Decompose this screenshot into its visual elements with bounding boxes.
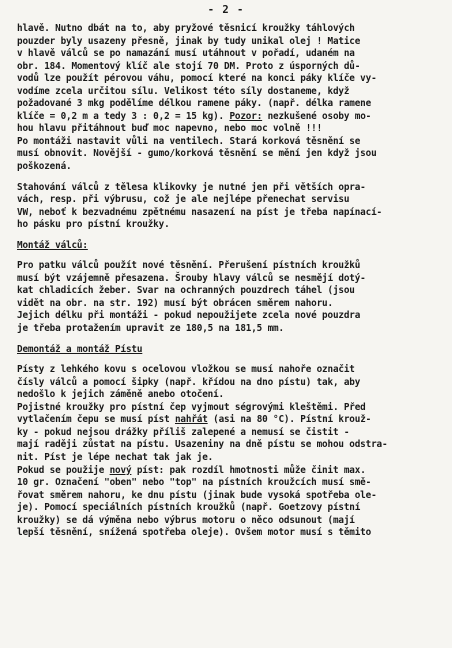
text-line: vách, resp. při výbrusu, což je ale nejlépe přenechat servisu (17, 194, 350, 206)
document-body (17, 23, 447, 540)
text-line: vodíme zcela určitou sílu. Velikost této síly dostaneme, když (17, 85, 350, 97)
emphasis: Pozor: (229, 110, 263, 122)
text-line: ky - pokud nejsou drážky příliš zalepené a nemusí se čistit - (17, 426, 350, 438)
text-line: pouzder byly usazeny přesně, jinak by tudy unikal olej ! Matice (17, 35, 361, 47)
text-line: kat chladicích žeber. Svar na ochranných pouzdrech táhel (jsou (17, 285, 355, 297)
text-line: mají raději zůstat na pístu. Usazeniny na dně pístu se mohou odstra- (17, 439, 388, 451)
text-line: hlavě. Nutno dbát na to, aby pryžové těsnicí kroužky táhlových (17, 23, 355, 34)
text-line: vodů lze použít pérovou váhu, pomocí které na konci páky klíče vy- (17, 73, 377, 85)
paragraph-gap (17, 174, 447, 182)
text-line: Pokud se použije nový píst: pak rozdíl hmotnosti může činit max. (17, 464, 366, 476)
text-line: čísly válců a pomocí šipky (např. křídou na dno pístu) tak, aby (17, 376, 361, 388)
text-line: požadované 3 mkg podělíme délkou ramene páky. (např. délka ramene (17, 98, 372, 110)
text-line: 10 gr. Označení "oben" nebo "top" na pístních kroužcích musí smě- (17, 477, 372, 489)
emphasis: nahřát (174, 414, 208, 426)
text-line: Jejich délku při montáži - pokud nepoužijete zcela nové pouzdra (17, 310, 361, 322)
paragraph-gap (17, 252, 447, 260)
text-line: ho pásku pro pístní kroužky. (17, 219, 170, 231)
text-line: obr. 184. Momentový klíč ale stojí 70 DM. Proto z úsporných dů- (17, 60, 361, 72)
paragraph-gap (17, 356, 447, 364)
text-line: hou hlavu přitáhnout buď moc napevno, nebo moc volně !!! (17, 123, 323, 135)
text-line: vytlačením čepu se musí píst nahřát (asi na 80 °C). Pístní krouž- (17, 414, 372, 426)
paragraph-gap (17, 336, 447, 344)
emphasis: nový (109, 464, 132, 476)
text-line: je). Pomocí speciálních pístních kroužků (např. Goetzovy pístní (17, 502, 361, 514)
text-line: Po montáži nastavit vůli na ventilech. Stará korková těsnění se (17, 135, 361, 147)
text-line: Pojistné kroužky pro pístní čep vyjmout ségrovými kleštěmi. Před (17, 401, 366, 413)
text-line: klíče = 0,2 m a tedy 3 : 0,2 = 15 kg). Pozor: nezkušené osoby mo- (17, 110, 372, 122)
text-line: vidět na obr. na str. 192) musí být obrácen směrem nahoru. (17, 297, 333, 309)
text-line: kroužky) se dá výměna nebo výbrus motoru o něco odsunout (mají (17, 514, 355, 526)
text-line: je třeba protažením upravit ze 180,5 na 181,5 mm. (17, 323, 284, 335)
paragraph-gap (17, 232, 447, 240)
text-line: nedošlo k jejich záměně anebo otočení. (17, 389, 224, 401)
text-line: lepší těsnění, snížená spotřeba oleje). Ovšem motor musí s těmito (17, 527, 372, 539)
text-line: v hlavě válců se po namazání musí utáhnout v pořadí, udaném na (17, 48, 355, 60)
section-heading: Demontáž a montáž Pístu (17, 343, 143, 355)
text-line: Písty z lehkého kovu s ocelovou vložkou se musí nahoře označit (17, 364, 355, 376)
text-line: Pro patku válců použít nové těsnění. Přerušení pístních kroužků (17, 260, 361, 272)
text-line: nit. Píst je lépe nechat tak jak je. (17, 451, 214, 463)
text-line: musí být vzájemně přesazena. Šrouby hlavy válců se nesmějí dotý- (17, 272, 366, 284)
text-line: VW, neboť k bezvadnému zpětnému nasazení na píst je třeba napínací- (17, 206, 382, 218)
page-number: - 2 - (207, 4, 245, 16)
text-line: Stahování válců z tělesa klikovky je nutné jen při větších opra- (17, 181, 366, 193)
text-line: řovat směrem nahoru, ke dnu pístu (jinak bude vysoká spotřeba ole- (17, 489, 377, 501)
section-heading: Montáž válců: (17, 239, 88, 251)
text-line: poškozená. (17, 161, 72, 173)
text-line: musí obnovit. Novější - gumo/korková těsnění se mění jen když jsou (17, 148, 377, 160)
